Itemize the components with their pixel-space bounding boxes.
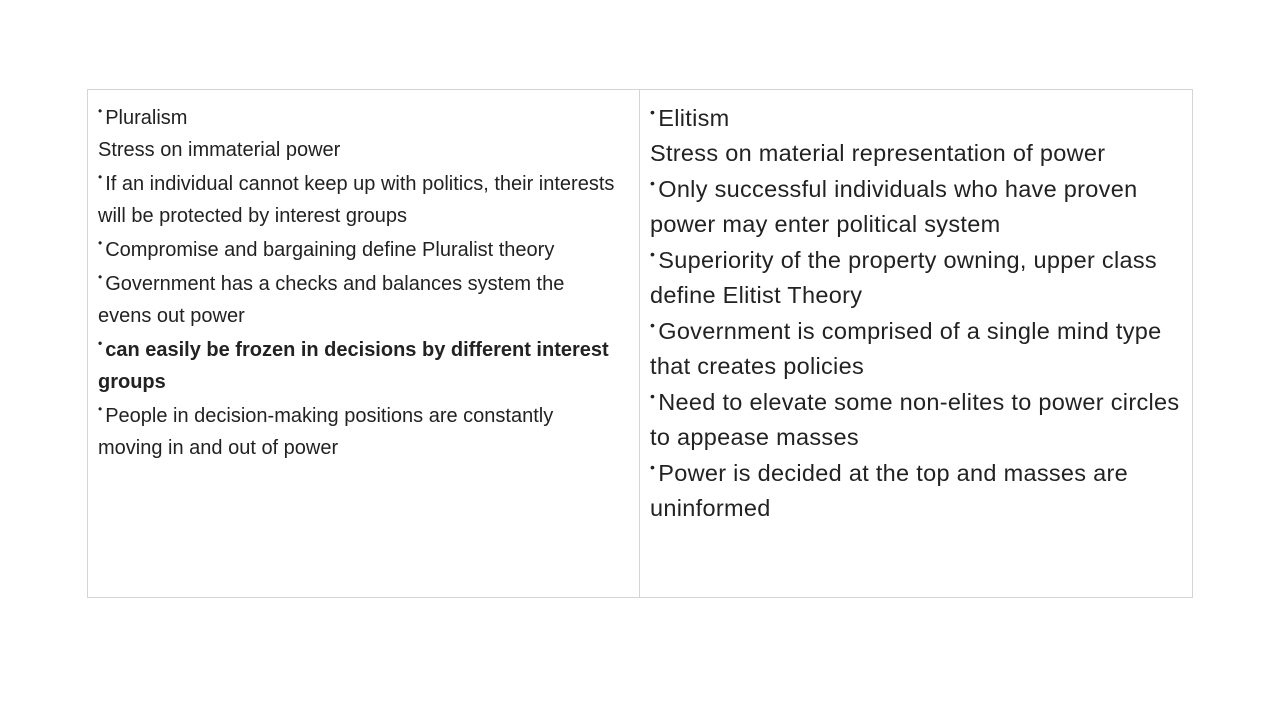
pluralism-point-2 bbox=[98, 234, 621, 266]
pluralism-subheading bbox=[98, 134, 621, 166]
pluralism-point-2-text: Compromise and bargaining define Pluralist theory bbox=[105, 239, 555, 261]
elitism-heading-text: Elitism bbox=[658, 105, 730, 131]
pluralism-point-5-text: People in decision-making positions are constantly moving in and out of power bbox=[98, 405, 554, 459]
pluralism-point-5 bbox=[98, 400, 621, 464]
bullet-icon: • bbox=[650, 175, 656, 191]
pluralism-subheading-text: Stress on immaterial power bbox=[98, 139, 341, 161]
pluralism-point-4-text: can easily be frozen in decisions by different interest groups bbox=[98, 339, 609, 393]
pluralism-point-3 bbox=[98, 268, 621, 332]
elitism-point-3 bbox=[650, 314, 1182, 384]
bullet-icon: • bbox=[98, 402, 103, 416]
elitism-point-5-text: Power is decided at the top and masses are uninformed bbox=[650, 460, 1129, 521]
pluralism-heading-text: Pluralism bbox=[105, 107, 188, 129]
elitism-point-3-text: Government is comprised of a single mind type that creates policies bbox=[650, 318, 1162, 379]
pluralism-cell bbox=[88, 90, 640, 597]
elitism-point-1 bbox=[650, 172, 1182, 242]
pluralism-point-3-text: Government has a checks and balances system the evens out power bbox=[98, 273, 565, 327]
bullet-icon: • bbox=[98, 170, 103, 184]
comparison-table bbox=[87, 89, 1193, 598]
pluralism-point-1-text: If an individual cannot keep up with politics, their interests will be protected by interest groups bbox=[98, 173, 615, 227]
elitism-heading bbox=[650, 101, 1182, 136]
bullet-icon: • bbox=[98, 336, 103, 350]
elitism-subheading bbox=[650, 136, 1182, 171]
pluralism-heading bbox=[98, 102, 621, 134]
bullet-icon: • bbox=[650, 459, 656, 475]
elitism-cell bbox=[640, 90, 1192, 597]
elitism-point-4-text: Need to elevate some non-elites to power circles to appease masses bbox=[650, 389, 1180, 450]
pluralism-point-4 bbox=[98, 334, 621, 398]
bullet-icon: • bbox=[650, 317, 656, 333]
pluralism-point-1 bbox=[98, 168, 621, 232]
bullet-icon: • bbox=[650, 246, 656, 262]
bullet-icon: • bbox=[98, 236, 103, 250]
elitism-point-4 bbox=[650, 385, 1182, 455]
bullet-icon: • bbox=[650, 388, 656, 404]
elitism-subheading-text: Stress on material representation of power bbox=[650, 140, 1106, 166]
elitism-point-5 bbox=[650, 456, 1182, 526]
bullet-icon: • bbox=[650, 104, 656, 120]
elitism-point-2 bbox=[650, 243, 1182, 313]
elitism-point-1-text: Only successful individuals who have proven power may enter political system bbox=[650, 176, 1138, 237]
bullet-icon: • bbox=[98, 104, 103, 118]
elitism-point-2-text: Superiority of the property owning, upper class define Elitist Theory bbox=[650, 247, 1157, 308]
bullet-icon: • bbox=[98, 270, 103, 284]
